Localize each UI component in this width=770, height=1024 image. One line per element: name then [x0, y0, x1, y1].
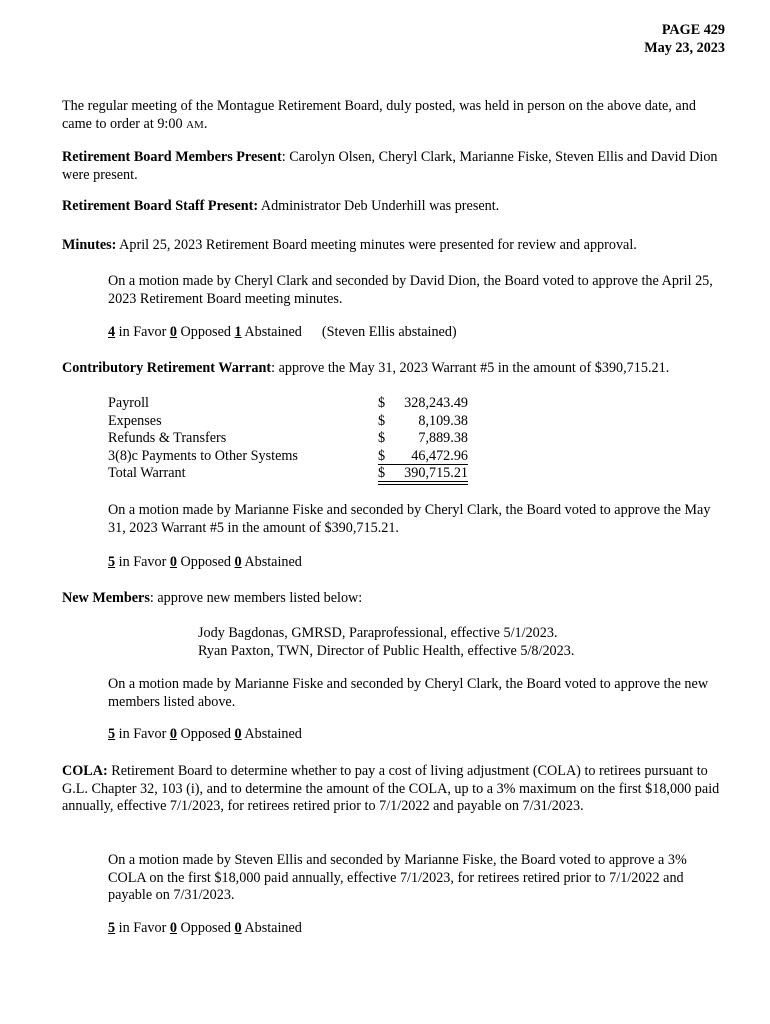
- page-number: PAGE 429: [661, 22, 725, 38]
- warrant-motion: On a motion made by Marianne Fiske and seconded by Cheryl Clark, the Board voted to approve the May 31, 2023 Warrant #5 in the amount of $390,715.21.: [108, 502, 711, 536]
- warrant-table: [108, 395, 468, 483]
- intro-paragraph: The regular meeting of the Montague Retirement Board, duly posted, was held in person on the above date, and came to order at 9:00 AM.: [62, 98, 696, 132]
- list-item: Jody Bagdonas, GMRSD, Paraprofessional, effective 5/1/2023.: [198, 625, 558, 641]
- warrant-row: 3(8)c Payments to Other Systems $ 46,472.96: [108, 447, 468, 464]
- total-double-underline: [378, 481, 468, 485]
- members-present-paragraph: Retirement Board Members Present: Carolyn Olsen, Cheryl Clark, Marianne Fiske, Steven Ellis and David Dion were present.: [62, 149, 718, 183]
- list-item: Ryan Paxton, TWN, Director of Public Health, effective 5/8/2023.: [198, 642, 575, 659]
- cola-motion: On a motion made by Steven Ellis and seconded by Marianne Fiske, the Board voted to approve a 3% COLA on the first $18,000 paid annually, effective 7/1/2023, for retirees retired prior to 7/1/2022 and payable on 7/31/2023.: [108, 852, 687, 903]
- page-header: [644, 22, 725, 57]
- meeting-date: May 23, 2023: [644, 39, 725, 56]
- cola-vote: 5 in Favor 0 Opposed 0 Abstained: [108, 920, 302, 936]
- new-members-motion: On a motion made by Marianne Fiske and seconded by Cheryl Clark, the Board voted to approve the new members listed above.: [108, 676, 709, 710]
- abstain-note: (Steven Ellis abstained): [321, 324, 457, 340]
- cola-label: COLA:: [62, 763, 108, 779]
- minutes-paragraph: Minutes: April 25, 2023 Retirement Board meeting minutes were presented for review and approval.: [62, 237, 637, 253]
- warrant-row: Refunds & Transfers $ 7,889.38: [108, 430, 468, 446]
- new-members-list: [198, 625, 726, 660]
- minutes-motion: On a motion made by Cheryl Clark and seconded by David Dion, the Board voted to approve the April 25, 2023 Retirement Board meeting minutes.: [108, 273, 713, 307]
- warrant-vote: 5 in Favor 0 Opposed 0 Abstained: [108, 554, 302, 570]
- warrant-row: Expenses $ 8,109.38: [108, 412, 468, 429]
- new-members-paragraph: New Members: approve new members listed below:: [62, 590, 363, 606]
- minutes-label: Minutes:: [62, 237, 117, 253]
- new-members-vote: 5 in Favor 0 Opposed 0 Abstained: [108, 726, 302, 742]
- cola-paragraph: COLA: Retirement Board to determine whether to pay a cost of living adjustment (COLA) to retirees pursuant to G.L. Chapter 32, 103 (i), and to determine the amount of the COLA, up to a 3% maximum on the first $18,000 paid annually, effective 7/1/2023, for retirees retired prior to 7/1/2022 and payable on 7/31/2023.: [62, 763, 720, 814]
- warrant-total-row: Total Warrant $ 390,715.21: [108, 465, 468, 483]
- minutes-vote: 4 in Favor 0 Opposed 1 Abstained (Steven Ellis abstained): [108, 324, 457, 340]
- am-label: AM: [186, 118, 204, 131]
- staff-present-label: Retirement Board Staff Present:: [62, 198, 259, 214]
- warrant-label: Contributory Retirement Warrant: [62, 360, 272, 376]
- staff-present-paragraph: Retirement Board Staff Present: Administrator Deb Underhill was present.: [62, 198, 500, 214]
- members-present-label: Retirement Board Members Present: [62, 149, 282, 165]
- warrant-paragraph: Contributory Retirement Warrant: approve the May 31, 2023 Warrant #5 in the amount of $390,715.21.: [62, 360, 670, 376]
- new-members-label: New Members: [62, 590, 150, 606]
- warrant-row: Payroll $ 328,243.49: [108, 395, 468, 411]
